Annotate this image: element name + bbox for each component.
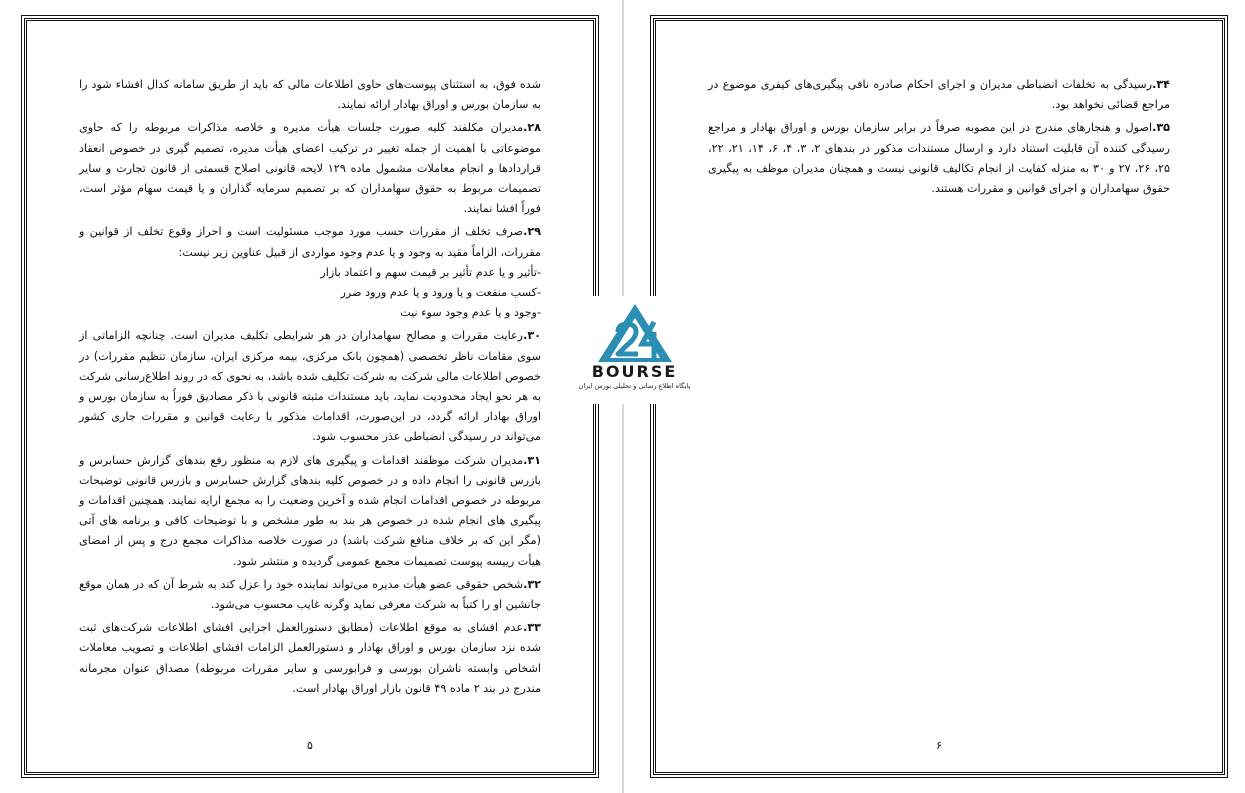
item-number: ۳۲.	[523, 577, 541, 591]
item-number: ۳۴.	[1152, 78, 1170, 91]
item-text: رعایت مقررات و مصالح سهامداران در هر شرایطی تکلیف مدیران است. چنانچه الزاماتی از سوی مقامات ناظر تخصصی (همچون بانک مرکزی، بیمه مرکزی ایران، سازمان تنظیم مقررات) در خصوص اطلاعات مالی شرکت به شرکت تکلیف شده باشد، به نحوی که در روند اطلاع‌رسانی شرکت به هر نحو ایجاد محدودیت نماید، باید مستندات مثبته قانونی با ذکر مصادیق فوراً به سازمان بورس و اوراق بهادار ارائه گردد، در این‌صورت، اقدامات مذکور با رعایت قوانین و مقررات جاری کشور می‌تواند در رسیدگی انضباطی عذر محسوب شود.	[79, 329, 541, 444]
item-number: ۳۵.	[1152, 121, 1170, 135]
list-item	[79, 222, 541, 323]
list-item	[79, 575, 541, 615]
item-number: ۳۰.	[523, 329, 541, 343]
item-text: عدم افشای به موقع اطلاعات (مطابق دستورالعمل اجرایی افشای اطلاعات شرکت‌های ثبت شده نزد سازمان بورس و اوراق بهادار و دستورالعمل الزامات افشای اطلاعات و تصویب معاملات اشخاص وابسته ناشران بورسی و فرابورسی و سایر مقررات مربوطه) مصداق عنوان مجرمانه مندرج در بند ۲ ماده ۴۹ قانون بازار اوراق بهادار است.	[79, 621, 541, 695]
sub-item: -وجود و یا عدم وجود سوء نیت	[400, 306, 541, 320]
page-number: ۵	[307, 739, 313, 752]
bourse-logo-icon	[596, 302, 674, 364]
watermark-logo	[572, 296, 697, 404]
item-text: اصول و هنجارهای مندرج در این مصوبه صرفاً در برابر سازمان بورس و اوراق بهادار و مراجع رسیدگی کننده آن قابلیت استناد دارد و ارسال مستندات مذکور در بندهای ۲، ۳، ۴، ۶، ۱۴، ۲۱، ۲۲، ۲۵، ۲۶، ۲۷ و ۳۰ به منزله کفایت از انجام تکالیف قانونی نیست و همچنان مدیران موظف به پیگیری حقوق سهامداران و اجرای قوانین و مقررات هستند.	[708, 121, 1171, 196]
sub-item: -کسب منفعت و یا ورود و یا عدم ورود ضرر	[340, 286, 541, 300]
item-text: شخص حقوقی عضو هیأت مدیره می‌تواند نماینده خود را عزل کند به شرط آن که در همان موقع جانشین او را کتباً به شرکت معرفی نماید وگرنه غایب محسوب می‌شود.	[79, 577, 541, 612]
page-body	[708, 75, 1170, 202]
intro-paragraph: شده فوق، به استثنای پیوست‌های حاوی اطلاعات مالی که باید از طریق سامانه کدال افشاء شود را به سازمان بورس و اوراق بهادار ارائه نمایند.	[79, 78, 541, 112]
item-text: مدیران مکلفند کلیه صورت جلسات هیأت مدیره و خلاصه مذاکرات مربوطه را که حاوی موضوعاتی با اهمیت از جمله تغییر در ترکیب اعضای هیأت مدیره، تصمیم گیری در خصوص انعقاد قراردادها و انجام معاملات مشمول ماده ۱۲۹ لایحه قانونی اصلاح قسمتی از قانون تجارت و سایر تصمیمات مربوط به حقوق سهامداران که بر تصمیم سرمایه گذاران و یا قیمت سهام مؤثر است، فوراً افشا نمایند.	[79, 121, 541, 216]
list-item	[708, 75, 1170, 115]
item-number: ۲۸.	[523, 121, 541, 135]
page-body	[79, 75, 541, 702]
document-page-right	[653, 18, 1225, 775]
list-item	[79, 618, 541, 699]
item-number: ۲۹.	[523, 225, 541, 239]
item-number: ۳۳.	[523, 621, 541, 635]
item-number: ۳۱.	[523, 453, 541, 467]
page-number: ۶	[936, 739, 942, 752]
item-text: رسیدگی به تخلفات انضباطی مدیران و اجرای احکام صادره نافی پیگیری‌های کیفری موضوع در مراجع قضائی نخواهد بود.	[708, 78, 1170, 112]
list-item	[79, 451, 541, 572]
watermark-word: BOURSE	[591, 362, 678, 381]
list-item	[79, 118, 541, 219]
list-item	[708, 118, 1170, 199]
list-item	[79, 326, 541, 447]
watermark-tagline: پایگاه اطلاع رسانی و تحلیلی بورس ایران	[578, 382, 691, 390]
item-text: صرف تخلف از مقررات حسب مورد موجب مسئولیت است و احراز وقوع تخلف از قوانین و مقررات، الزاماً مقید به وجود و یا عدم وجود مواردی از قبیل عناوین زیر نیست:	[79, 225, 541, 259]
item-text: مدیران شرکت موظفند اقدامات و پیگیری های لازم به منظور رفع بندهای گزارش حسابرس و بازرس قانونی را انجام داده و در خصوص کلیه بندهای گزارش حسابرس و بازرس قانونی توضیحات مربوطه در خصوص اقدامات انجام شده و آخرین وضعیت را به مجمع ارایه نمایند. همچنین اقدامات و پیگیری های انجام شده در خصوص هر بند به طور مشخص و با توضیحات کافی و برنامه های آتی (مگر این که بر خلاف منافع شرکت باشد) در صورت خلاصه مذاکرات مجمع درج و پس از امضای هیأت رییسه پیوست تصمیمات مجمع عمومی گردیده و منتشر شود.	[79, 453, 541, 568]
sub-item: -تأثیر و یا عدم تأثیر بر قیمت سهم و اعتماد بازار	[320, 265, 541, 279]
document-page-left	[24, 18, 596, 775]
